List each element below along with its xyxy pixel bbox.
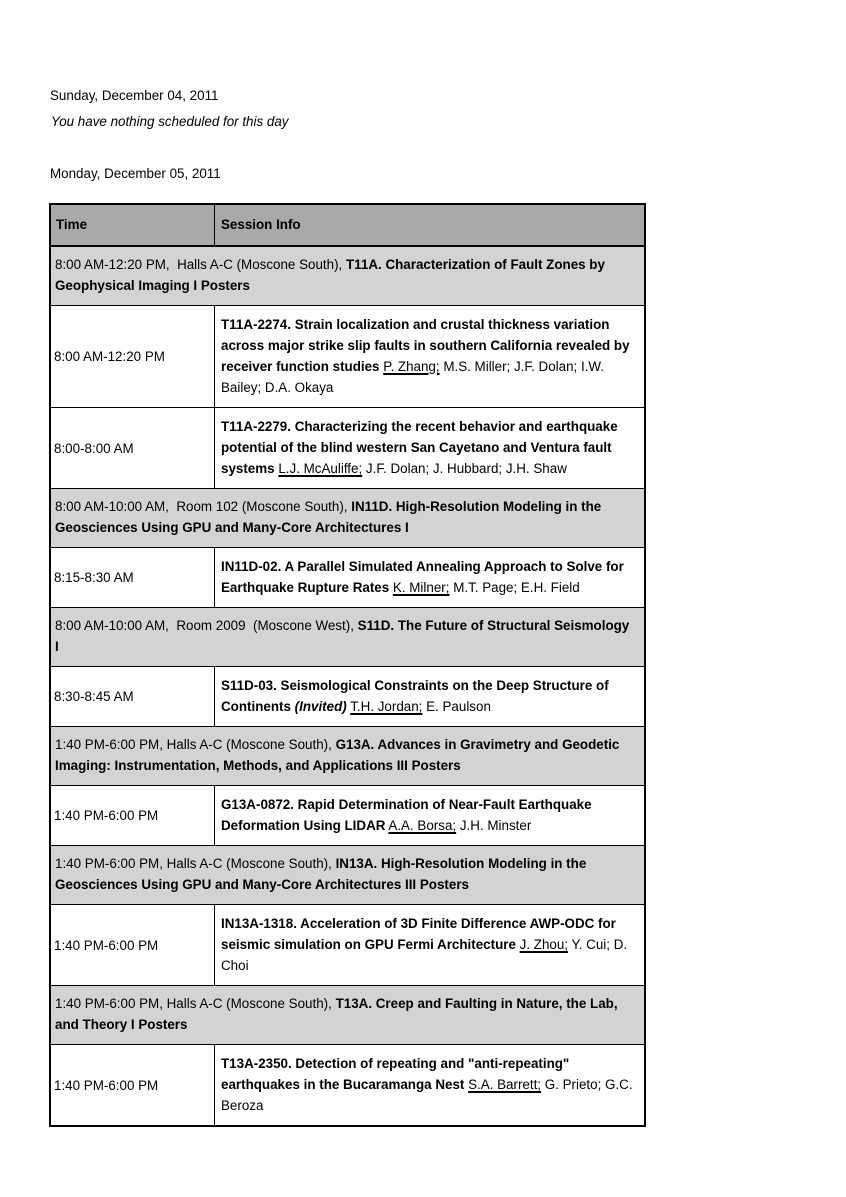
column-header-time: Time [50,204,215,246]
session-title: T11A-2279. Characterizing the recent behavior and earthquake potential of the blind western San Cayetano and Ventura fault systems [221,419,618,476]
session-info [215,408,646,489]
presenter-link[interactable]: S.A. Barrett; [468,1077,542,1092]
group-session-title: S11D. The Future of Structural Seismology I [55,618,633,654]
session-info [215,905,646,986]
coauthor-names: J.F. Dolan; J. Hubbard; J.H. Shaw [362,461,567,476]
coauthor-names: M.T. Page; E.H. Field [449,580,580,595]
session-row [50,786,645,846]
session-group-row [50,846,645,905]
session-group-row [50,986,645,1045]
session-info [215,548,646,608]
schedule-table [49,203,646,1127]
group-session-title: G13A. Advances in Gravimetry and Geodetic Imaging: Instrumentation, Methods, and Applications III Posters [55,737,624,773]
session-row [50,548,645,608]
session-time: 1:40 PM-6:00 PM [50,1045,215,1127]
session-time: 8:00 AM-12:20 PM [50,306,215,408]
presenter-link[interactable]: T.H. Jordan; [350,699,423,714]
column-header-session-info: Session Info [215,204,646,246]
session-group-row [50,608,645,667]
table-header-row [50,204,645,246]
group-time-location: 1:40 PM-6:00 PM, Halls A-C (Moscone South), [55,737,336,752]
presenter-link[interactable]: P. Zhang; [383,359,440,374]
group-time-location: 1:40 PM-6:00 PM, Halls A-C (Moscone South), [55,856,336,871]
session-group-info [50,846,645,905]
session-row [50,408,645,489]
session-time: 8:15-8:30 AM [50,548,215,608]
group-time-location: 8:00 AM-10:00 AM, Room 2009 (Moscone West), [55,618,358,633]
coauthor-names: G. Prieto; G.C. Beroza [221,1077,633,1113]
presenter-link[interactable]: K. Milner; [392,580,450,595]
session-group-row [50,246,645,306]
session-group-info [50,986,645,1045]
session-title: IN13A-1318. Acceleration of 3D Finite Difference AWP-ODC for seismic simulation on GPU Fermi Architecture [221,916,616,952]
coauthor-names: M.S. Miller; J.F. Dolan; I.W. Bailey; D.A. Okaya [221,359,605,395]
session-title: T13A-2350. Detection of repeating and "anti-repeating" earthquakes in the Bucaramanga Nest [221,1056,570,1092]
session-title: IN11D-02. A Parallel Simulated Annealing Approach to Solve for Earthquake Rupture Rates [221,559,624,595]
session-info [215,667,646,727]
group-session-title: IN13A. High-Resolution Modeling in the Geosciences Using GPU and Many-Core Architectures III Posters [55,856,591,892]
day-heading-sunday: Sunday, December 04, 2011 [50,88,219,103]
session-time: 8:00-8:00 AM [50,408,215,489]
session-info [215,786,646,846]
group-time-location: 8:00 AM-12:20 PM, Halls A-C (Moscone South), [55,257,346,272]
session-group-row [50,489,645,548]
coauthor-names: Y. Cui; D. Choi [221,937,628,973]
session-group-info [50,727,645,786]
group-time-location: 8:00 AM-10:00 AM, Room 102 (Moscone South), [55,499,352,514]
session-row [50,905,645,986]
session-info [215,306,646,408]
invited-label: (Invited) [290,699,347,714]
coauthor-names: J.H. Minster [456,818,532,833]
session-row [50,1045,645,1127]
session-group-row [50,727,645,786]
presenter-link[interactable]: J. Zhou; [519,937,569,952]
session-row [50,667,645,727]
session-time: 1:40 PM-6:00 PM [50,786,215,846]
group-session-title: T11A. Characterization of Fault Zones by Geophysical Imaging I Posters [55,257,609,293]
session-info [215,1045,646,1127]
coauthor-names: E. Paulson [422,699,491,714]
session-row [50,306,645,408]
session-group-info [50,246,645,306]
session-title: G13A-0872. Rapid Determination of Near-Fault Earthquake Deformation Using LIDAR [221,797,592,833]
presenter-link[interactable]: L.J. McAuliffe; [278,461,363,476]
day-heading-monday: Monday, December 05, 2011 [50,166,221,181]
session-time: 8:30-8:45 AM [50,667,215,727]
session-group-info [50,489,645,548]
group-session-title: T13A. Creep and Faulting in Nature, the Lab, and Theory I Posters [55,996,622,1032]
session-title: T11A-2274. Strain localization and crustal thickness variation across major strike slip faults in southern California revealed by receiver function studies [221,317,630,374]
session-title: S11D-03. Seismological Constraints on the Deep Structure of Continents [221,678,609,714]
session-group-info [50,608,645,667]
group-time-location: 1:40 PM-6:00 PM, Halls A-C (Moscone South), [55,996,336,1011]
empty-day-note: You have nothing scheduled for this day [51,114,289,129]
group-session-title: IN11D. High-Resolution Modeling in the Geosciences Using GPU and Many-Core Architectures I [55,499,605,535]
presenter-link[interactable]: A.A. Borsa; [388,818,457,833]
session-time: 1:40 PM-6:00 PM [50,905,215,986]
